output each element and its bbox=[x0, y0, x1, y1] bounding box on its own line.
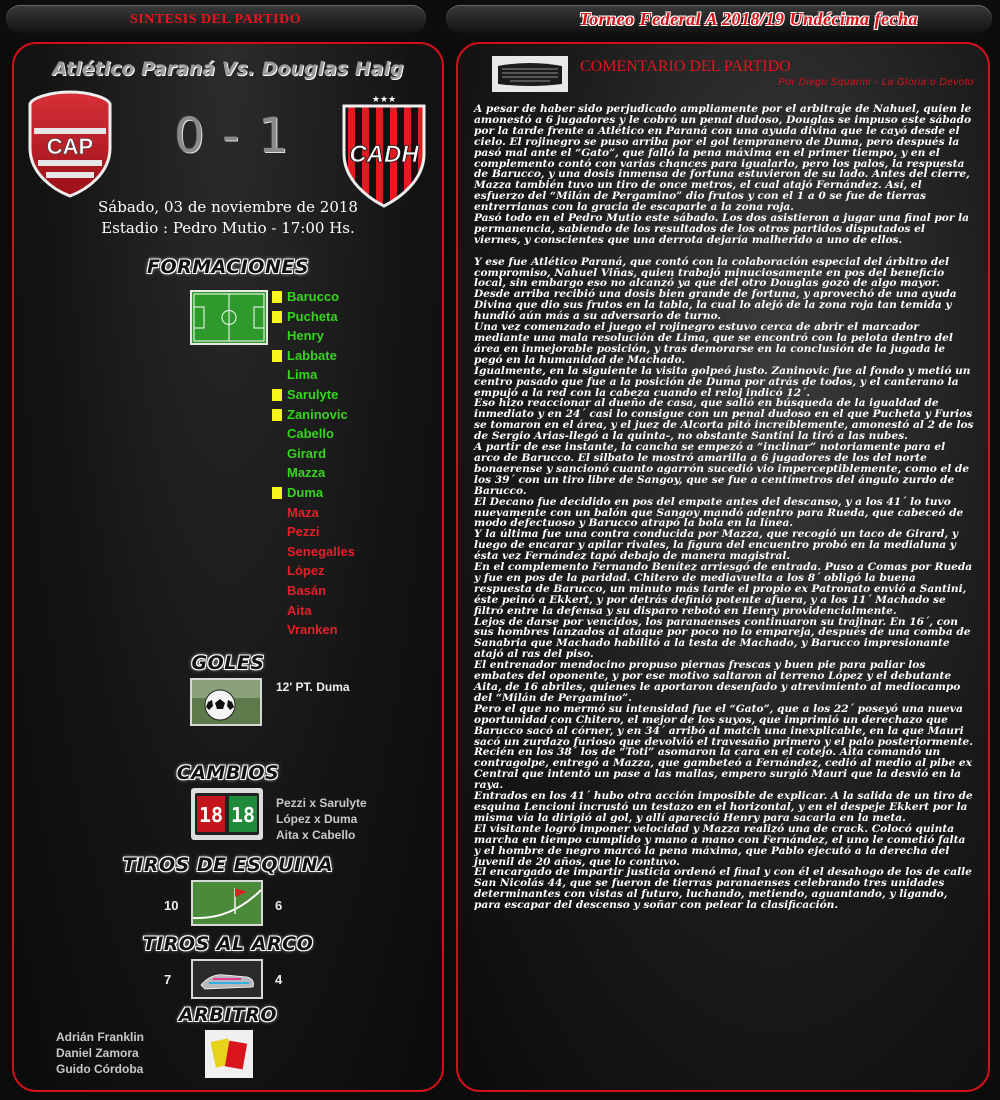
away-substitution: Pezzi x Sarulyte bbox=[276, 796, 367, 810]
corner-flag-icon bbox=[191, 880, 263, 926]
yellow-card-icon bbox=[272, 409, 282, 421]
keyboard-icon bbox=[492, 56, 568, 92]
away-player: Zaninovic bbox=[287, 406, 348, 422]
referee-name: Adrián Franklin bbox=[56, 1030, 145, 1044]
away-score: 1 bbox=[258, 108, 289, 164]
yellow-card-icon bbox=[272, 389, 282, 401]
comment-paragraph: El encargado de impartir justicia ordenó el final y con él el desahogo de los de calle San Nicolás 44, que se fueron de tierras paranaenses celebrando tres unidades determinantes con vistas al futuro, luchando, metiendo, aguantando, y ligando, para escapar del descenso y soñar con pelear la clasificación. bbox=[474, 866, 972, 912]
comment-article bbox=[474, 104, 974, 911]
away-player: López bbox=[287, 563, 325, 579]
corners-title: TIROS DE ESQUINA bbox=[122, 854, 334, 876]
cambios-title: CAMBIOS bbox=[176, 762, 280, 784]
substitution-board-icon bbox=[191, 788, 263, 840]
comment-paragraph: Pasó todo en el Pedro Mutio este sábado. Los dos asistieron a jugar una final por la permanencia, sabiendo de los resultados de los otros partidos disputados el viernes, y conscientes que una derrota dejaría malherido a uno de ellos. bbox=[474, 212, 970, 246]
comment-paragraph: Y la última fue una contra conducida por Mazza, que recogió un taco de Girard, y luego de encarar y apilar rivales, la figura del encuentro probó en la medialuna y ésta vez Fernández tapó debajo de manera magistral. bbox=[474, 528, 958, 563]
left-header-title: SINTESIS DEL PARTIDO bbox=[130, 12, 302, 27]
comment-paragraph: El visitante logró imponer velocidad y Mazza realizó una de crack. Colocó quinta marcha en tiempo cumplido y mano a mano con Fernández, el uno le cometió falta y el hombre de negro marcó la pena máxima, que Pablo ejecutó a la derecha del juvenil de 20 años, que lo contuvo. bbox=[474, 822, 966, 868]
referee-name: Guido Córdoba bbox=[56, 1062, 144, 1076]
shots-away: 4 bbox=[275, 972, 283, 987]
soccer-ball-icon bbox=[190, 678, 262, 726]
crest-stars: ★★★ bbox=[371, 95, 397, 105]
away-player: Senegalles bbox=[287, 543, 355, 559]
comment-paragraph: A partir de ese instante, la cancha se empezó a “inclinar” notoriamente para el arco de Barucco. El silbato le mostró amarilla a 6 jugadores de los del norte bonaerense y sancionó cuanto agarrón sucedió vio imperceptiblemente, como el de los 39´ con un tiro libre de Sangoy, que se fue a centímetros del ángulo zurdo de Barucco. bbox=[474, 441, 970, 497]
away-player: Pezzi bbox=[287, 524, 320, 540]
comment-paragraph: En el complemento Fernando Benítez arriesgó de entrada. Puso a Comas por Rueda y fue en pos de la paridad. Chitero de mediavuelta a los 8´ obligó la buena respuesta de Barucco, un minuto más tarde el propio ex Patronato envió a Santini, éste peinó a Ekkert, y por detrás definió potente afuera, y a los 11´ Machado se filtró entre la defensa y su disparo rebotó en Henry providencialmente. bbox=[474, 561, 973, 617]
formaciones-title: FORMACIONES bbox=[146, 256, 310, 278]
referee-name: Daniel Zamora bbox=[56, 1046, 139, 1060]
comment-paragraph: A pesar de haber sido perjudicado ampliamente por el arbitraje de Nahuel, quien le amonestó a 6 jugadores y le cobró un penal dudoso, Douglas se impuso este sábado por la tarde frente a Atlético en Paraná con una ayuda divina que le cayó desde el cielo. El rojinegro se puso arriba por el gol tempranero de Duma, pero después la pasó mal ante el “Gato”, que falló la pena máxima en el primer tiempo, y en el complemento contó con varias chances para igualarlo, pero los palos, la respuesta de Barucco, y una dosis inmensa de fortuna estuvieron de su lado. Antes del cierre, Mazza también tuvo un tiro de once metros, el cual atajó Fernández. Así, el esfuerzo del “Milán de Pergamino” dio frutos y con el 1 a 0 se fue de tierras entrerrianas con la gracia de escaparle a la zona roja. bbox=[474, 103, 972, 214]
pitch-image bbox=[190, 290, 268, 345]
away-player: Aita bbox=[287, 602, 312, 618]
right-header bbox=[446, 5, 992, 33]
comment-paragraph: Recién en los 38´ los de “Toti” asomaron la cara en el cotejo. Aita comandó un contragolpe, entregó a Mazza, que gambeteó a Fernández, cedió al medio al pibe ex Central que intentó un pase a las mallas, empero surgió Mauri que la desvió en la raya. bbox=[474, 746, 972, 792]
corners-away: 6 bbox=[275, 898, 283, 913]
corners-home: 10 bbox=[164, 898, 179, 913]
yellow-card-icon bbox=[272, 350, 282, 362]
comment-paragraph: Eso hizo reaccionar al dueño de casa, que salió en búsqueda de la igualdad de inmediato y en 24´ casi lo consigue con un penal dudoso en el que Pucheta y Furios se tomaron en el área, y el juez de Alcorta pitó increíblemente, amonestó al 2 de los de Sergio Arias-llegó a la quinta-, no obstante Santini la tiró a las nubes. bbox=[474, 397, 974, 443]
match-venue: Estadio : Pedro Mutio - 17:00 Hs. bbox=[101, 219, 355, 237]
away-crest-text: CADH bbox=[349, 141, 419, 168]
yellow-card-icon bbox=[272, 291, 282, 303]
away-player: Cabello bbox=[287, 426, 334, 442]
home-team-crest bbox=[24, 88, 116, 200]
boot-icon bbox=[191, 959, 263, 999]
referee-title: ARBITRO bbox=[178, 1004, 278, 1026]
comment-paragraph: Pero el que no mermó su intensidad fue el “Gato”, que a los 22´ poseyó una nueva oportunidad con Chitero, el mejor de los suyos, que imprimió un derechazo que Barucco sacó al córner, y en 34´ arribó al match una inexplicable, en la que Mauri sacó un zurdazo furioso que devolvió el travesaño primero y el palo posteriormente. bbox=[474, 702, 973, 748]
comment-paragraph: El entrenador mendocino propuso piernas frescas y buen pie para paliar los embates del oponente, y por ese motivo saltaron al terreno López y el debutante Aita, de 16 abriles, quienes le aportaron desenfado y atrevimiento al mediocampo del “Milán de Pergamino”. bbox=[474, 659, 961, 704]
comment-paragraph: Lejos de darse por vencidos, los paranaenses continuaron su trajinar. En 16´, con sus hombres lanzados al ataque por poco no lo empareja, después de una comba de Sanabria que Machado habilitó a la testa de Machado, y Barucco impresionante atajó al ras del piso. bbox=[474, 615, 971, 661]
away-player: Lima bbox=[287, 367, 318, 383]
goles-title: GOLES bbox=[191, 652, 265, 674]
referee-cards-icon bbox=[205, 1030, 253, 1078]
board-out-number: 18 bbox=[198, 803, 224, 827]
away-player: Girard bbox=[287, 445, 327, 461]
comment-panel bbox=[456, 42, 990, 1092]
shots-home: 7 bbox=[164, 972, 172, 987]
away-player: Basán bbox=[287, 583, 327, 598]
match-title: Atlético Paraná Vs. Douglas Haig bbox=[52, 58, 404, 80]
match-date: Sábado, 03 de noviembre de 2018 bbox=[98, 198, 358, 216]
yellow-card-icon bbox=[272, 487, 282, 499]
away-substitution: López x Duma bbox=[276, 812, 358, 826]
top-bar bbox=[0, 0, 1000, 40]
away-player: Henry bbox=[287, 328, 324, 344]
comment-paragraph: Y ese fue Atlético Paraná, que contó con la colaboración especial del árbitro del compromiso, Nahuel Viñas, quien trabajó minuciosamente en pos del beneficio local, sin embargo eso no alcanzó ya que del otro Douglas gozó de algo mayor. bbox=[474, 255, 950, 290]
away-substitution: Aita x Cabello bbox=[276, 828, 356, 842]
comment-title: COMENTARIO DEL PARTIDO bbox=[580, 58, 791, 75]
left-header bbox=[6, 5, 426, 33]
comment-paragraph: Una vez comenzado el juego el rojinegro estuvo cerca de abrir el marcador mediante una mala resolución de Lima, que se encontró con la pelota dentro del área en inmejorable posición, y tras demorarse en la conclusión de la jugada le pegó en la humanidad de Machado. bbox=[474, 321, 953, 366]
match-summary-panel bbox=[12, 42, 444, 1092]
comment-paragraph: Entrados en los 41´ hubo otra acción imposible de explicar. A la salida de un tiro de esquina Lencioni incrustó un testazo en el horizontal, y en el despeje Ekkert por la misma vía la dirigió al gol, y allí apareció Henry para sacarla en la meta. bbox=[474, 790, 973, 824]
right-header-title: Torneo Federal A 2018/19 Undécima fecha bbox=[579, 9, 918, 29]
comment-byline: Por Diego Squarini - La Gloria o Devoto bbox=[778, 77, 974, 88]
away-player: Labbate bbox=[287, 347, 337, 363]
away-player: Sarulyte bbox=[287, 387, 339, 402]
away-player: Duma bbox=[287, 485, 324, 500]
away-player: Pucheta bbox=[287, 308, 338, 324]
away-player: Barucco bbox=[287, 289, 340, 304]
comment-paragraph: Desde arriba recibió una dosis bien grande de fortuna, y aprovechó de una ayuda Divina que dio sus frutos en la tabla, la cual lo alejó de la zona roja tan temida y hundió aún más a su adversario de turno. bbox=[474, 288, 957, 323]
home-crest-text: CAP bbox=[46, 134, 94, 159]
goal-entry: 12' PT. Duma bbox=[276, 680, 350, 694]
shots-title: TIROS AL ARCO bbox=[142, 933, 314, 955]
board-in-number: 18 bbox=[230, 803, 256, 827]
comment-paragraph: Igualmente, en la siguiente la visita golpeó justo. Zaninovic fue al fondo y metió un centro pasado que fue a la posición de Duma por atrás de todos, y el canterano la empujó a la red con la cabeza cuando el reloj indicó 12´. bbox=[474, 364, 971, 399]
score-separator: - bbox=[222, 108, 240, 164]
home-score: 0 bbox=[174, 108, 205, 164]
away-player: Maza bbox=[287, 504, 319, 520]
yellow-card-icon bbox=[272, 311, 282, 323]
comment-paragraph: El Decano fue decidido en pos del empate antes del descanso, y a los 41´ lo tuvo nuevamente con un balón que Sangoy mandó adentro para Rueda, que cabeceó de modo defectuoso y Barucco atrapó la bola en la línea. bbox=[474, 495, 964, 530]
away-team-crest bbox=[334, 92, 434, 210]
away-player: Vranken bbox=[287, 622, 338, 638]
away-player: Mazza bbox=[287, 465, 326, 481]
